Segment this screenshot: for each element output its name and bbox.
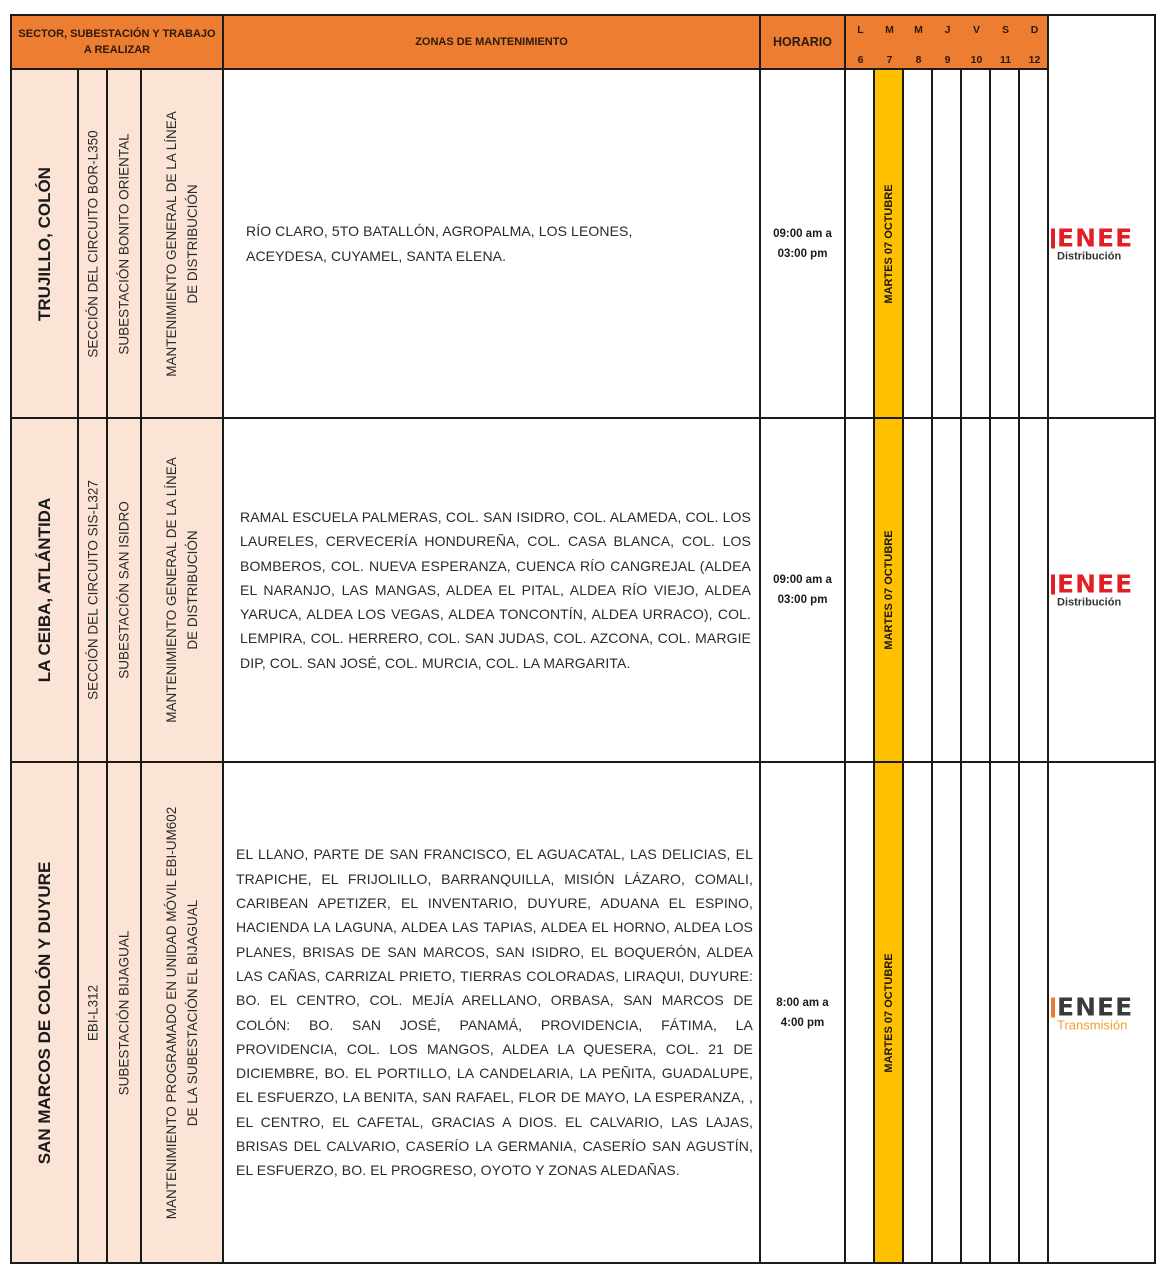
work-line: MANTENIMIENTO GENERAL DE LA LÍNEA — [164, 110, 179, 377]
substation-name: SUBESTACIÓN BIJAGUAL — [116, 930, 132, 1095]
day-letter: D — [1030, 24, 1039, 36]
header-sector — [12, 16, 224, 70]
horario-end: 03:00 pm — [777, 247, 828, 260]
logo-sub: Distribución — [1057, 596, 1122, 609]
work-description — [161, 457, 203, 723]
day-cell-tue-active — [875, 70, 904, 417]
day-number: 8 — [915, 54, 922, 66]
work-line: MANTENIMIENTO PROGRAMADO EN UNIDAD MÓVIL EBI-UM602 — [164, 806, 179, 1219]
sector-name: TRUJILLO, COLÓN — [34, 166, 54, 321]
substation-cell — [108, 763, 142, 1262]
circuit-name: SECCIÓN DEL CIRCUITO BOR-L350 — [85, 129, 100, 358]
substation-name: SUBESTACIÓN BONITO ORIENTAL — [116, 132, 132, 355]
work-description — [161, 111, 203, 377]
logo-mark-icon — [1051, 997, 1055, 1017]
horario-cell — [761, 763, 846, 1262]
work-line: DE DISTRIBUCIÓN — [185, 530, 200, 650]
work-cell — [142, 419, 224, 761]
zonas-cell — [224, 419, 761, 761]
day-letter: M — [914, 24, 923, 36]
header-horario-label: HORARIO — [772, 35, 833, 49]
enee-distribucion-logo — [1051, 225, 1154, 262]
header-zonas-label: ZONAS DE MANTENIMIENTO — [415, 36, 568, 48]
work-line: MANTENIMIENTO GENERAL DE LA LÍNEA — [164, 457, 179, 723]
schedule-row — [12, 70, 1154, 419]
day-cell-sat — [991, 70, 1020, 417]
day-header-mon — [846, 16, 875, 68]
logo-cell — [1049, 419, 1154, 761]
header-zonas — [224, 16, 761, 70]
enee-distribucion-logo — [1051, 569, 1154, 609]
horario-text — [773, 224, 832, 264]
zonas-list: EL LLANO, PARTE DE SAN FRANCISCO, EL AGUACATAL, LAS DELICIAS, EL TRAPICHE, EL FRIJOLILLO, BARRANQUILLA, MISIÓN LÁZARO, COMALI, CARIBEAN APETIZER, EL INVENTARIO, DUYURE, ADUANA EL ESPINO, HACIENDA LA LAGUNA, ALDEA LAS TAPIAS, ALDEA EL HORNO, ALDEA LOS PLANES, BRISAS DE SAN MARCOS, SAN ISIDRO, EL BOQUERÓN, ALDEA LAS CAÑAS, CARRIZAL PRIETO, TIERRAS COLORADAS, LIRAQUI, DUYURE: BO. EL CENTRO, COL. MEJÍA ARELLANO, ORBASA, SAN MARCOS DE COLÓN: BO. SAN JOSÉ, PANAMÁ, PROVIDENCIA, FÁTIMA, LA PROVIDENCIA, COL. LOS MANGOS, ALDEA LA QUESERA, COL. 21 DE DICIEMBRE, BO. EL PORTILLO, LA CANDELARIA, LA PEÑITA, GUADALUPE, EL ESFUERZO, LA BENITA, SAN RAFAEL, FLOR DE MAYO, LA ESPERANZA, , EL CENTRO, EL CAFETAL, GRACIAS A DIOS. EL CALVARIO, LAS LAJAS, BRISAS DEL CALVARIO, CASERÍO LA GERMANIA, CASERÍO SAN AGUSTÍN, EL ESFUERZO, BO. EL PROGRESO, OYOTO Y ZONAS ALEDAÑAS. — [236, 846, 753, 1179]
day-number: 11 — [999, 54, 1012, 66]
day-letter: V — [972, 24, 980, 36]
logo-name: ENEE — [1057, 569, 1134, 599]
day-cell-thu — [933, 419, 962, 761]
horario-text — [773, 570, 832, 610]
day-number: 6 — [857, 54, 864, 66]
sector-name: LA CEIBA, ATLÁNTIDA — [34, 497, 54, 683]
work-description — [161, 806, 203, 1219]
sector-cell — [12, 70, 79, 417]
day-number: 10 — [970, 54, 983, 66]
day-cell-fri — [962, 419, 991, 761]
logo-name: ENEE — [1057, 992, 1134, 1021]
substation-cell — [108, 419, 142, 761]
schedule-row — [12, 419, 1154, 763]
day-cell-mon — [846, 70, 875, 417]
circuit-cell — [79, 419, 108, 761]
header-logo-blank — [1049, 16, 1154, 70]
enee-transmision-logo — [1051, 994, 1154, 1031]
header-sector-label: SECTOR, SUBESTACIÓN Y TRABAJO A REALIZAR — [18, 28, 216, 56]
zonas-cell — [224, 70, 761, 417]
horario-cell — [761, 419, 846, 761]
schedule-row — [12, 763, 1154, 1262]
maintenance-schedule-table — [10, 14, 1156, 1264]
day-letter: M — [885, 24, 894, 36]
day-cell-wed — [904, 419, 933, 761]
day-cell-thu — [933, 70, 962, 417]
day-cell-fri — [962, 763, 991, 1262]
logo-sub: Transmisión — [1057, 1017, 1128, 1032]
horario-start: 09:00 am a — [773, 574, 832, 586]
day-cell-wed — [904, 763, 933, 1262]
day-cell-tue-active — [875, 763, 904, 1262]
day-label: MARTES 07 OCTUBRE — [882, 952, 895, 1073]
day-cell-thu — [933, 763, 962, 1262]
zonas-cell — [224, 763, 761, 1262]
day-number: 12 — [1028, 54, 1041, 66]
day-cell-sat — [991, 419, 1020, 761]
day-header-tue — [875, 16, 904, 68]
zonas-list: RÍO CLARO, 5TO BATALLÓN, AGROPALMA, LOS LEONES, ACEYDESA, CUYAMEL, SANTA ELENA. — [246, 223, 633, 264]
day-cell-sun — [1020, 763, 1049, 1262]
day-cell-fri — [962, 70, 991, 417]
day-cell-tue-active — [875, 419, 904, 761]
day-letter: J — [944, 24, 951, 36]
horario-start: 8:00 am a — [776, 996, 829, 1009]
circuit-cell — [79, 70, 108, 417]
zonas-list: RAMAL ESCUELA PALMERAS, COL. SAN ISIDRO, COL. ALAMEDA, COL. LOS LAURELES, CERVECERÍA HONDUREÑA, COL. CASA BLANCA, COL. LOS BOMBEROS, COL. NUEVA ESPERANZA, CUENCA RÍO CANGREJAL (ALDEA EL NARANJO, LAS MANGAS, ALDEA EL PITAL, ALDEA RÍO VIEJO, ALDEA YARUCA, ALDEA LOS VEGAS, ALDEA TONCONTÍN, ALDEA URRACO), COL. LEMPIRA, COL. HERRERO, COL. SAN JUDAS, COL. AZCONA, COL. MARGIE DIP, COL. SAN JOSÉ, COL. MURCIA, COL. LA MARGARITA. — [240, 508, 751, 671]
day-cell-wed — [904, 70, 933, 417]
day-cell-mon — [846, 763, 875, 1262]
horario-end: 03:00 pm — [777, 594, 828, 606]
horario-start: 09:00 am a — [773, 227, 832, 240]
substation-cell — [108, 70, 142, 417]
day-letter: L — [857, 24, 864, 36]
day-header-thu — [933, 16, 962, 68]
sector-name: SAN MARCOS DE COLÓN Y DUYURE — [34, 861, 54, 1164]
day-number: 9 — [944, 54, 951, 66]
header-horario — [761, 16, 846, 70]
work-line: DE DISTRIBUCIÓN — [185, 183, 200, 304]
substation-name: SUBESTACIÓN SAN ISIDRO — [116, 501, 132, 679]
horario-end: 4:00 pm — [780, 1016, 825, 1029]
day-label: MARTES 07 OCTUBRE — [882, 530, 895, 650]
day-header-sun — [1020, 16, 1049, 68]
header-days — [846, 16, 1049, 70]
day-header-sat — [991, 16, 1020, 68]
circuit-cell — [79, 763, 108, 1262]
horario-cell — [761, 70, 846, 417]
day-letter: S — [1001, 24, 1009, 36]
horario-text — [776, 993, 828, 1033]
logo-mark-icon — [1051, 228, 1055, 248]
circuit-name: EBI-L312 — [85, 984, 100, 1041]
logo-mark-icon — [1051, 575, 1055, 595]
logo-cell — [1049, 763, 1154, 1262]
day-cell-sun — [1020, 70, 1049, 417]
work-line: DE LA SUBESTACIÓN EL BIJAGUAL — [185, 899, 200, 1126]
circuit-name: SECCIÓN DEL CIRCUITO SIS-L327 — [85, 480, 100, 700]
day-number: 7 — [886, 54, 893, 66]
day-label: MARTES 07 OCTUBRE — [882, 183, 895, 304]
day-header-fri — [962, 16, 991, 68]
day-cell-sun — [1020, 419, 1049, 761]
logo-sub: Distribución — [1057, 250, 1122, 262]
day-header-wed — [904, 16, 933, 68]
sector-cell — [12, 763, 79, 1262]
work-cell — [142, 763, 224, 1262]
work-cell — [142, 70, 224, 417]
logo-name: ENEE — [1057, 223, 1134, 252]
sector-cell — [12, 419, 79, 761]
day-cell-sat — [991, 763, 1020, 1262]
logo-cell — [1049, 70, 1154, 417]
day-cell-mon — [846, 419, 875, 761]
